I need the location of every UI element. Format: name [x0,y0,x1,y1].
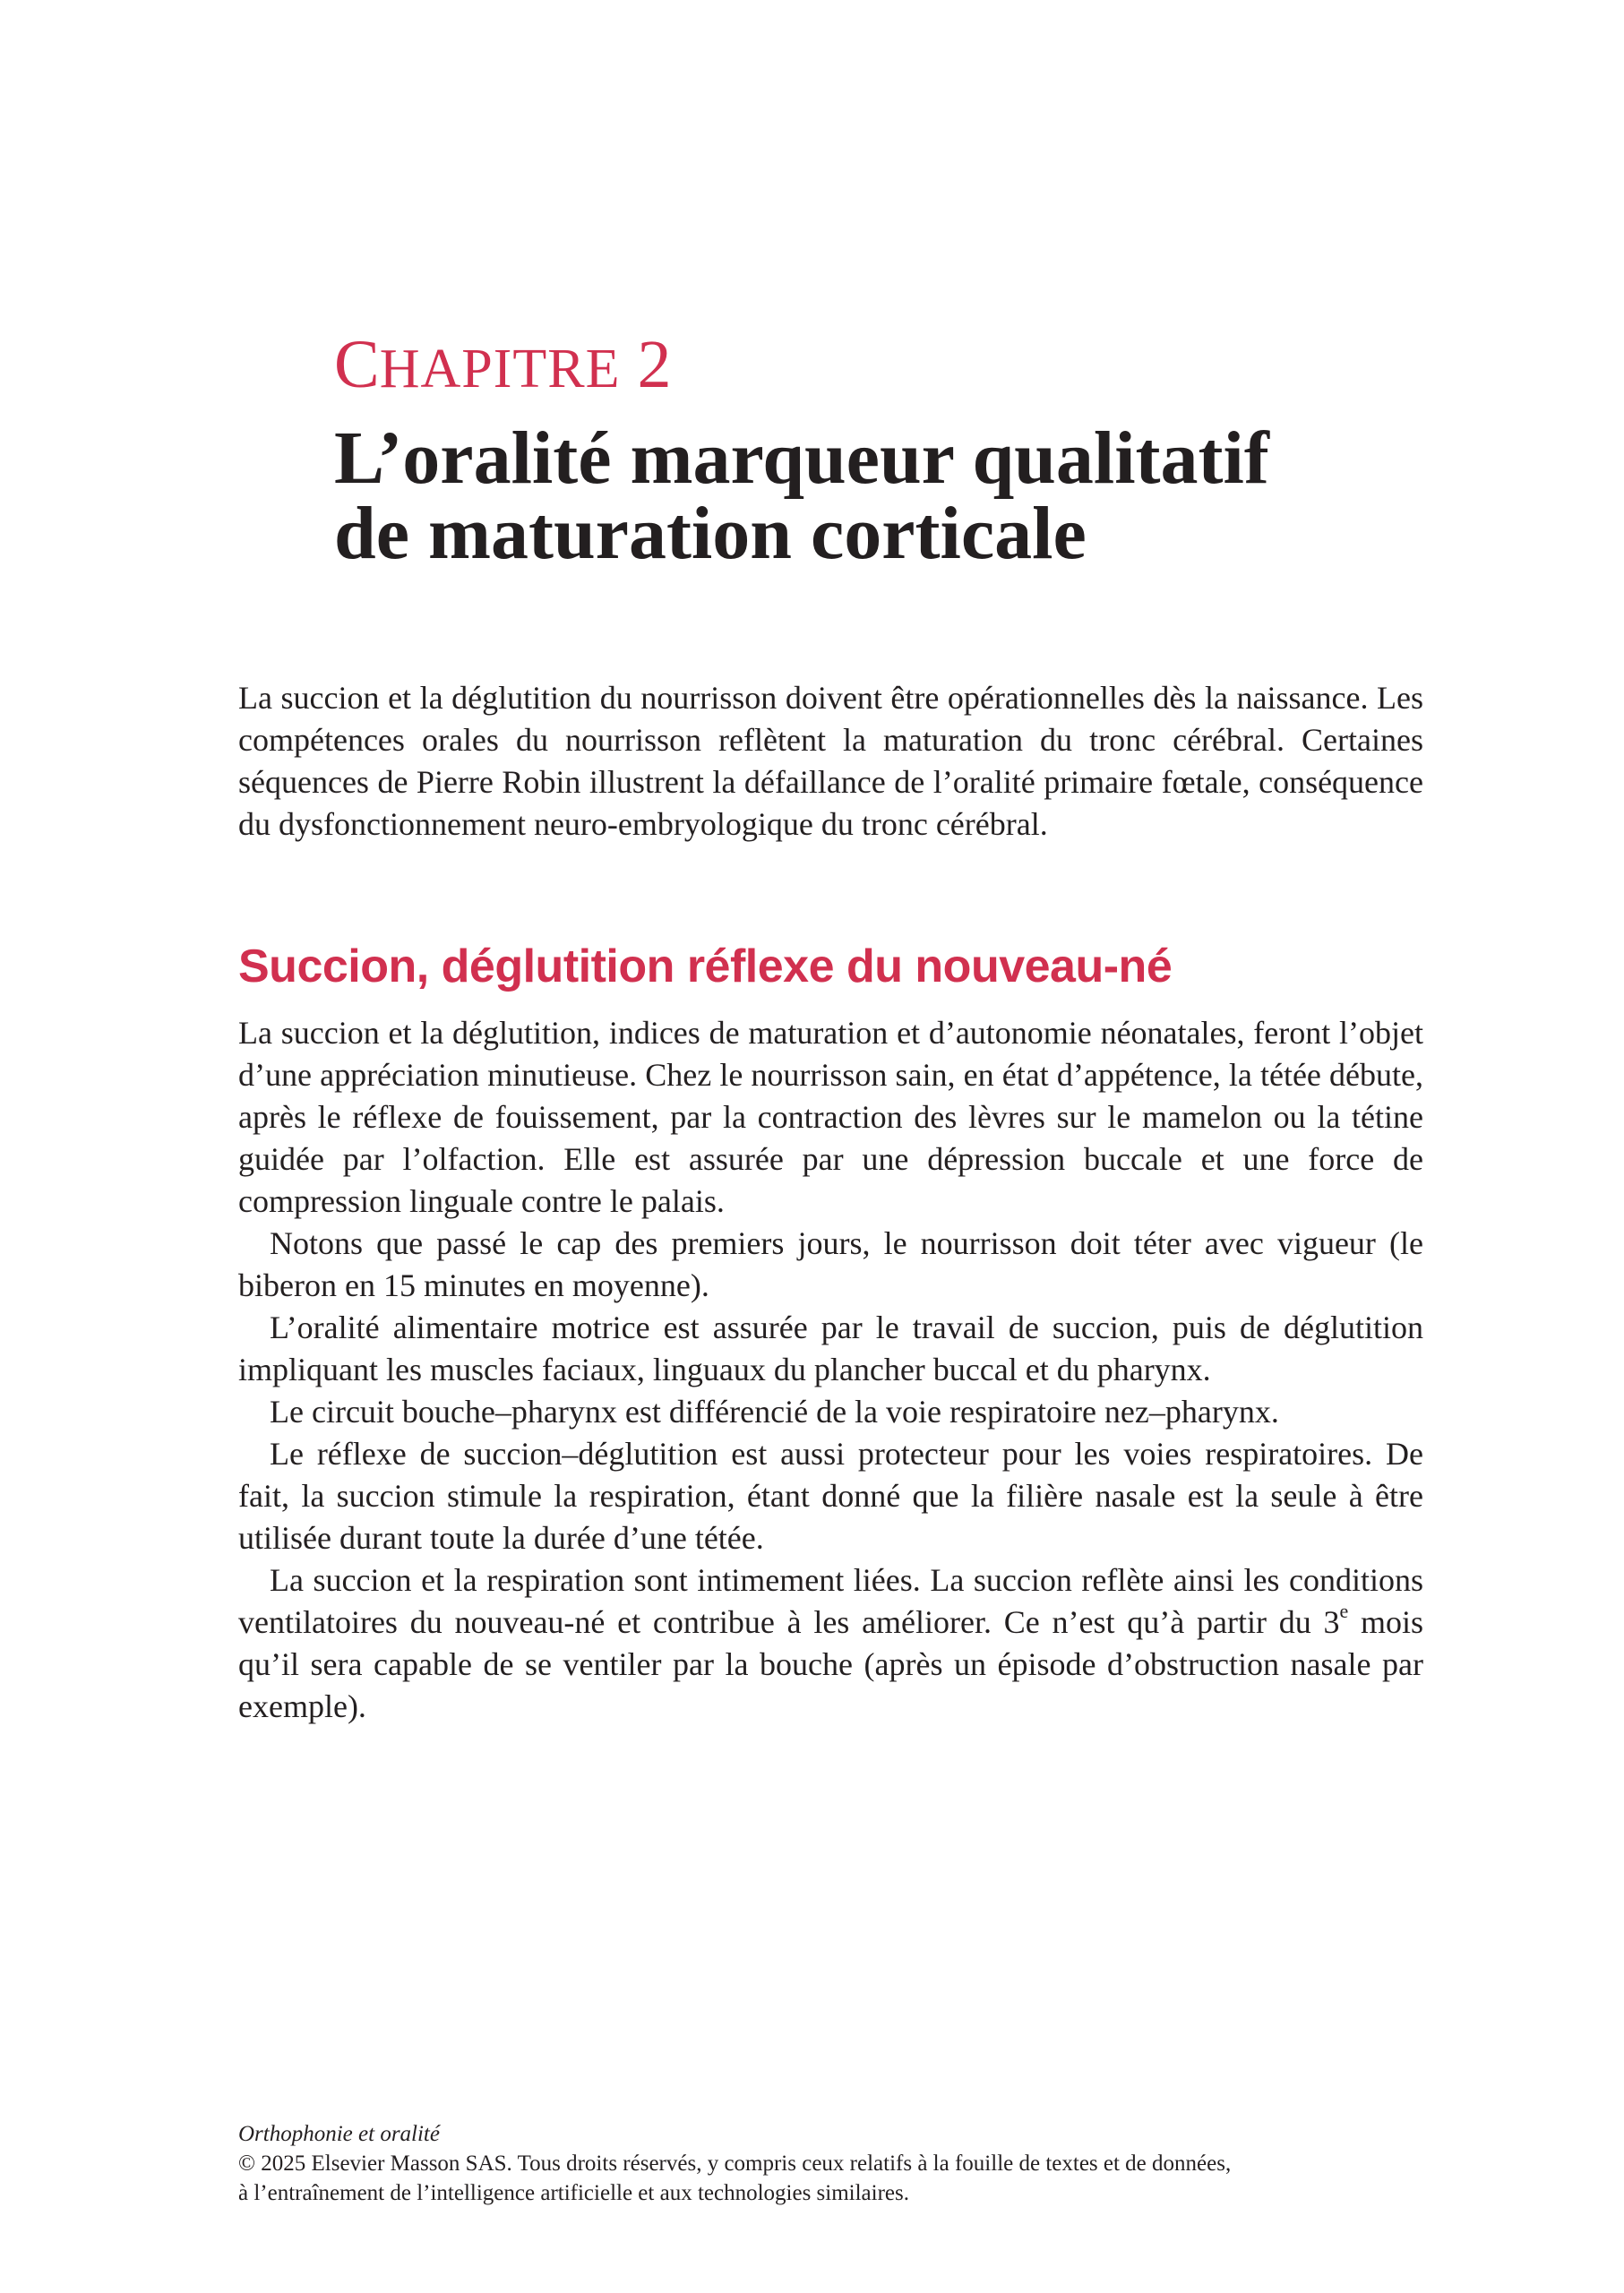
chapter-title [334,417,1499,575]
body-paragraph-4: Le circuit bouche–pharynx est différencié de la voie respiratoire nez–pharynx. [270,1394,1279,1430]
body-paragraph-5: Le réflexe de succion–déglutition est aussi protecteur pour les voies respiratoires. De fait, la succion stimule la respiration, étant donné que la filière nasale est la seule à être utilisée durant toute la durée d’une tétée. [238,1436,1423,1556]
copyright-line-1: © 2025 Elsevier Masson SAS. Tous droits réservés, y compris ceux relatifs à la fouille de textes et de données, [238,2151,1232,2176]
body-paragraph-6 [238,1559,1423,1728]
body-paragraph-3: L’oralité alimentaire motrice est assurée par le travail de succion, puis de déglutition impliquant les muscles faciaux, linguaux du plancher buccal et du pharynx. [238,1310,1423,1387]
body-paragraph-6-start: La succion et la respiration sont intimement liées. La succion reflète ainsi les conditions ventilatoires du nouveau-né et contribue à les améliorer. Ce n’est qu’à partir du 3 [238,1562,1423,1640]
intro-abstract [238,677,1423,846]
chapter-label [334,324,671,409]
section-body [238,1012,1423,1728]
chapter-title-line-1: L’oralité marqueur qualitatif [334,417,1269,500]
section-heading: Succion, déglutition réflexe du nouveau-né [238,940,1173,992]
ordinal-superscript: e [1339,1600,1349,1622]
body-paragraph-2: Notons que passé le cap des premiers jours, le nourrisson doit téter avec vigueur (le biberon en 15 minutes en moyenne). [238,1225,1423,1303]
book-title: Orthophonie et oralité [238,2122,440,2146]
copyright-line-2: à l’entraînement de l’intelligence artificielle et aux technologies similaires. [238,2181,909,2205]
chapter-label-word: HAPITRE [379,339,621,399]
page-footer [238,2119,1492,2208]
body-paragraph-1: La succion et la déglutition, indices de maturation et d’autonomie néonatales, feront l’objet d’une appréciation minutieuse. Chez le nourrisson sain, en état d’appétence, la tétée débute, après le réflexe de fouissement, par la contraction des lèvres sur le mamelon ou la tétine guidée par l’olfaction. Elle est assurée par une dépression buccale et une force de compression linguale contre le palais. [238,1015,1423,1219]
intro-paragraph: La succion et la déglutition du nourrisson doivent être opérationnelles dès la naissance. Les compétences orales du nourrisson reflètent la maturation du tronc cérébral. Certaines séquences de Pierre Robin illustrent la défaillance de l’oralité primaire fœtale, conséquence du dysfonctionnement neuro-embryologique du tronc cérébral. [238,680,1423,842]
chapter-number: 2 [637,327,672,402]
body-paragraph-6-end: mois qu’il sera capable de se ventiler par la bouche (après un épisode d’obstruction nasale par exemple). [238,1604,1424,1724]
chapter-label-initial: C [334,327,380,402]
chapter-title-line-2: de maturation corticale [334,492,1087,575]
